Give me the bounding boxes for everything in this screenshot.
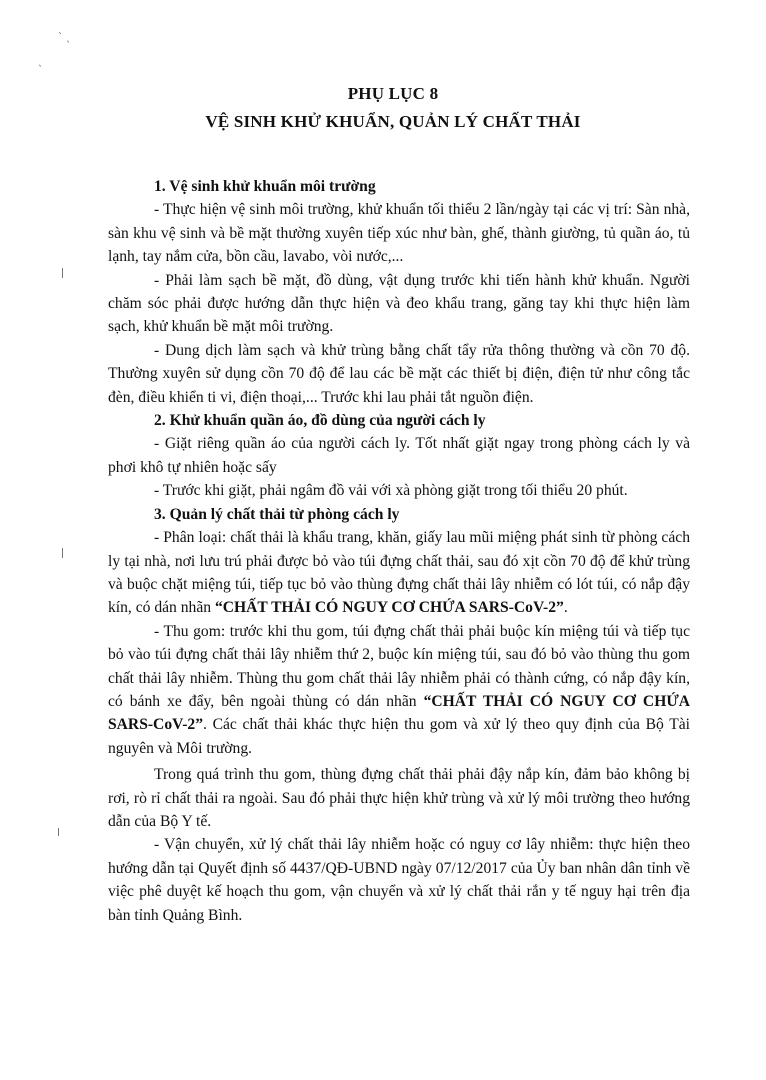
- paragraph: - Dung dịch làm sạch và khử trùng bằng chất tẩy rửa thông thường và cồn 70 độ. Thường xuyên sử dụng cồn 70 độ để lau các bề mặt các thiết bị điện, điện tử như công tắc đèn, điều khiển ti vi, điện thoại,... Trước khi lau phải tắt nguồn điện.: [108, 341, 690, 406]
- paragraph: [108, 526, 690, 620]
- section-heading: 2. Khử khuẩn quần áo, đồ dùng của người cách ly: [154, 412, 486, 430]
- paragraph-text: - Thu gom: trước khi thu gom, túi đựng chất thải phải buộc kín miệng túi và tiếp tục bỏ vào túi đựng chất thải lây nhiễm thứ 2, buộc kín miệng túi, sau đó bỏ vào thùng thu gom chất thải lây nhiễm. Thùng thu gom chất thải lây nhiễm phải có thành cứng, có nắp đậy kín, có bánh xe đẩy, bên ngoài thùng có dán nhãn: [108, 622, 690, 710]
- scan-mark: ˋ ˎ: [58, 32, 72, 43]
- section-heading: 3. Quản lý chất thải từ phòng cách ly: [154, 505, 400, 523]
- appendix-subtitle: VỆ SINH KHỬ KHUẨN, QUẢN LÝ CHẤT THẢI: [205, 112, 581, 131]
- paragraph: - Trước khi giặt, phải ngâm đồ vải với xà phòng giặt trong tối thiểu 20 phút.: [154, 482, 628, 500]
- paragraph: - Vận chuyển, xử lý chất thải lây nhiễm hoặc có nguy cơ lây nhiễm: thực hiện theo hướng dẫn tại Quyết định số 4437/QĐ-UBND ngày 07/12/2017 của Ủy ban nhân dân tỉnh về việc phê duyệt kế hoạch thu gom, vận chuyển và xử lý chất thải rắn y tế nguy hại trên địa bàn tỉnh Quảng Bình.: [108, 836, 690, 924]
- scan-mark: [58, 828, 59, 836]
- paragraph: - Giặt riêng quần áo của người cách ly. Tốt nhất giặt ngay trong phòng cách ly và phơi khô tự nhiên hoặc sấy: [108, 435, 690, 476]
- scan-mark: ˎ: [38, 56, 43, 67]
- appendix-title: PHỤ LỤC 8: [347, 84, 439, 103]
- paragraph: - Thực hiện vệ sinh môi trường, khử khuẩn tối thiểu 2 lần/ngày tại các vị trí: Sàn nhà, sàn khu vệ sinh và bề mặt thường xuyên tiếp xúc như bàn, ghế, thành giường, tủ quần áo, tủ lạnh, tay nắm cửa, bồn cầu, lavabo, vòi nước,...: [108, 201, 690, 266]
- document-body: [108, 175, 690, 927]
- paragraph-text: - Phân loại: chất thải là khẩu trang, khăn, giấy lau mũi miệng phát sinh từ phòng cách ly tại nhà, nơi lưu trú phải được bỏ vào túi đựng chất thải, sau đó xịt cồn 70 độ để khử trùng và buộc chặt miệng túi, tiếp tục bỏ vào thùng đựng chất thải lây nhiễm có lót túi, có nắp đậy kín, có dán nhãn: [108, 529, 690, 617]
- section-heading: 1. Vệ sinh khử khuẩn môi trường: [154, 178, 376, 195]
- scan-mark: [62, 268, 63, 278]
- paragraph: [108, 620, 690, 760]
- paragraph-text: .: [563, 599, 568, 617]
- waste-label: “CHẤT THẢI CÓ NGUY CƠ CHỨA SARS-CoV-2”: [108, 692, 690, 734]
- scan-mark: [62, 548, 63, 558]
- paragraph: Trong quá trình thu gom, thùng đựng chất thải phải đậy nắp kín, đảm bảo không bị rơi, rò rỉ chất thải ra ngoài. Sau đó phải thực hiện khử trùng và xử lý môi trường theo hướng dẫn của Bộ Y tế.: [108, 766, 690, 830]
- waste-label: “CHẤT THẢI CÓ NGUY CƠ CHỨA SARS-CoV-2”: [214, 599, 564, 617]
- paragraph: - Phải làm sạch bề mặt, đồ dùng, vật dụng trước khi tiến hành khử khuẩn. Người chăm sóc phải được hướng dẫn thực hiện và đeo khẩu trang, găng tay khi thực hiện làm sạch, khử khuẩn bề mặt môi trường.: [108, 271, 690, 336]
- paragraph-text: . Các chất thải khác thực hiện thu gom và xử lý theo quy định của Bộ Tài nguyên và Môi trường.: [108, 716, 690, 757]
